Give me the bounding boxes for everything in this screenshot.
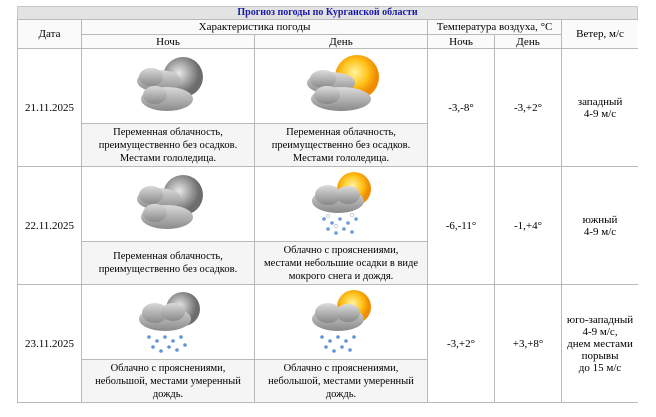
row-date: 21.11.2025 — [18, 49, 82, 167]
day-description — [255, 360, 428, 403]
night-description — [82, 360, 255, 403]
row-date: 23.11.2025 — [18, 285, 82, 403]
wind-cell — [562, 49, 638, 167]
row-date: 22.11.2025 — [18, 167, 82, 285]
cloudy-moon-icon — [123, 171, 213, 237]
wind-direction: южный — [582, 213, 618, 226]
description-line: дождь. — [325, 388, 357, 400]
table-row — [18, 49, 639, 124]
night-description — [82, 124, 255, 167]
header-day: День — [255, 35, 428, 49]
table-row — [18, 285, 639, 360]
description-line: Облачно с прояснениями, — [283, 244, 399, 256]
night-weather-cell — [82, 167, 255, 242]
sun-cloud-sleet-icon — [296, 169, 386, 239]
description-line: преимущественно без осадков. — [271, 139, 411, 151]
header-night: Ночь — [82, 35, 255, 49]
wind-speed: 4-9 м/с, — [582, 325, 618, 338]
header-temp: Температура воздуха, °C — [428, 20, 562, 35]
wind-note: порывы — [581, 349, 619, 362]
temp-night: -3,+2° — [428, 285, 495, 403]
header-wind: Ветер, м/с — [562, 20, 638, 49]
wind-cell — [562, 285, 638, 403]
description-line: небольшой, местами умеренный — [95, 375, 241, 387]
sun-cloud-rain-icon — [296, 287, 386, 357]
night-description — [82, 242, 255, 285]
moon-cloud-rain-icon — [123, 287, 213, 357]
description-line: мокрого снега и дождя. — [288, 270, 394, 282]
temp-night: -3,-8° — [428, 49, 495, 167]
table-row — [18, 167, 639, 242]
wind-direction: юго-западный — [566, 313, 634, 326]
header-temp-day: День — [495, 35, 562, 49]
description-line: небольшой, местами умеренный — [268, 375, 414, 387]
wind-note: днем местами — [567, 337, 633, 350]
temp-night: -6,-11° — [428, 167, 495, 285]
night-weather-cell — [82, 49, 255, 124]
night-weather-cell — [82, 285, 255, 360]
header-weather: Характеристика погоды — [82, 20, 428, 35]
day-weather-cell — [255, 167, 428, 242]
description-line: Переменная облачность, — [113, 251, 223, 262]
forecast-panel — [17, 0, 638, 417]
header-date: Дата — [18, 20, 82, 49]
wind-note: до 15 м/с — [578, 361, 622, 374]
description-line: Облачно с прояснениями, — [110, 362, 226, 374]
forecast-title: Прогноз погоды по Курганской области — [17, 6, 638, 20]
description-line: дождь. — [152, 388, 184, 400]
wind-direction: западный — [577, 95, 623, 108]
wind-speed: 4-9 м/с — [583, 225, 617, 238]
day-weather-cell — [255, 285, 428, 360]
day-description — [255, 124, 428, 167]
day-description — [255, 242, 428, 285]
day-weather-cell — [255, 49, 428, 124]
temp-day: +3,+8° — [495, 285, 562, 403]
forecast-table — [17, 19, 638, 403]
temp-day: -3,+2° — [495, 49, 562, 167]
wind-cell — [562, 167, 638, 285]
description-line: преимущественно без осадков. — [98, 264, 238, 275]
header-temp-night: Ночь — [428, 35, 495, 49]
temp-day: -1,+4° — [495, 167, 562, 285]
description-line: Переменная облачность, — [286, 126, 396, 138]
description-line: местами небольшие осадки в виде — [263, 257, 419, 269]
wind-speed: 4-9 м/с — [583, 107, 617, 120]
description-line: преимущественно без осадков. — [98, 139, 238, 151]
cloudy-sun-icon — [291, 53, 391, 119]
description-line: Местами гололедица. — [292, 152, 390, 164]
description-line: Переменная облачность, — [113, 126, 223, 138]
description-line: Облачно с прояснениями, — [283, 362, 399, 374]
cloudy-moon-icon — [123, 53, 213, 119]
description-line: Местами гололедица. — [119, 152, 217, 164]
